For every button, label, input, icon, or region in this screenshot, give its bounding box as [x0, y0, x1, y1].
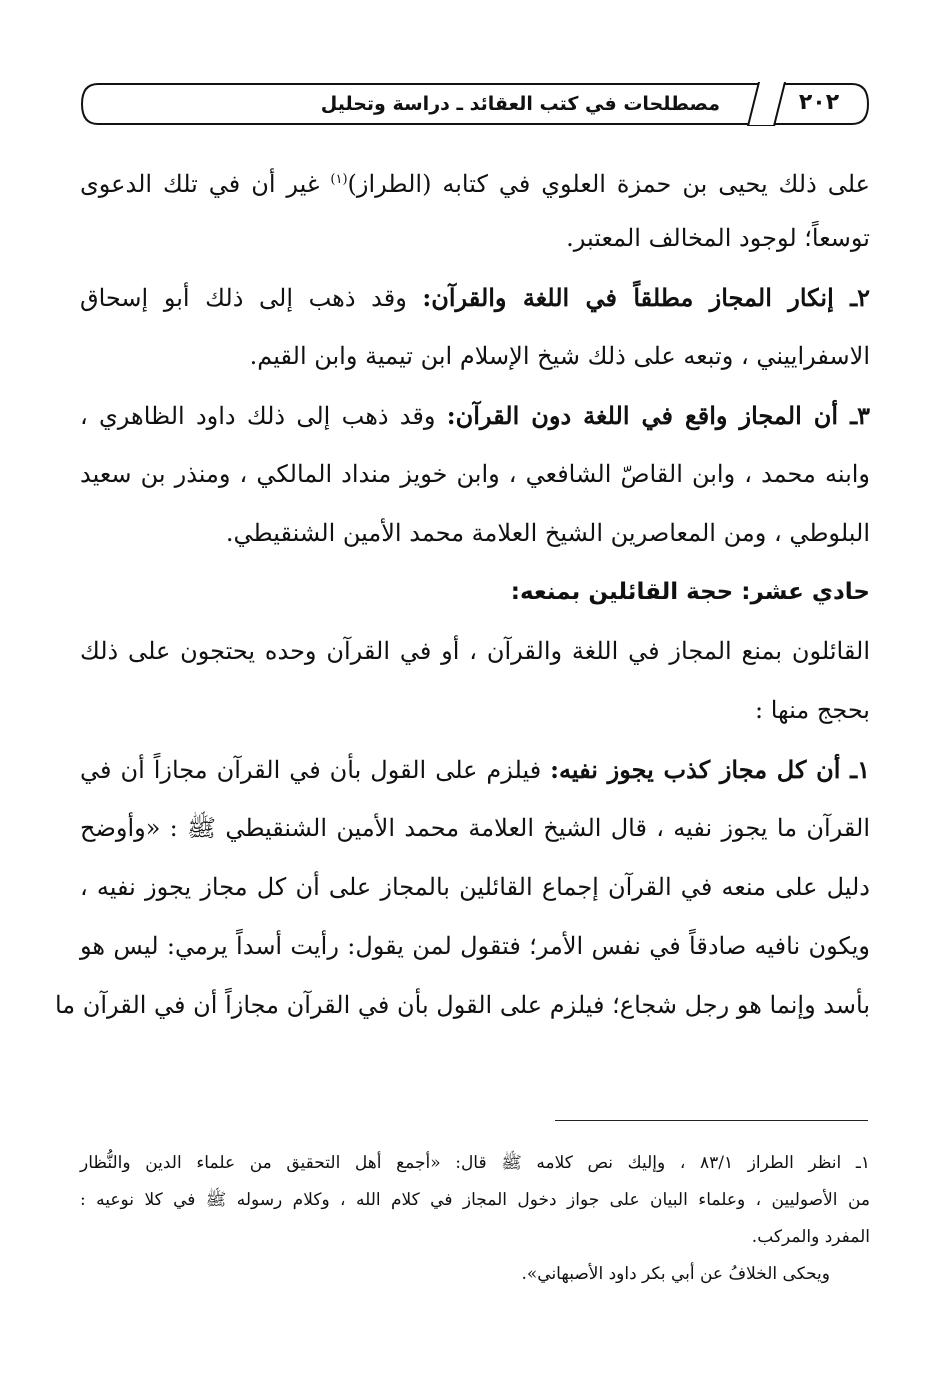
item-lead: ٣ـ أن المجاز واقع في اللغة دون القرآن: [446, 401, 870, 430]
text-line: توسعاً؛ لوجود المخالف المعتبر. [566, 224, 870, 252]
text-line [80, 150, 870, 209]
text-run: فيلزم على القول بأن في القرآن مجازاً أن في [80, 756, 551, 784]
text-line: ويكون نافيه صادقاً في نفس الأمر؛ فتقول لمن يقول: رأيت أسداً يرمي: ليس هو [80, 932, 870, 960]
page-number: ٢٠٢ [798, 90, 840, 115]
text-run: وقد ذهب إلى ذلك أبو إسحاق [80, 284, 423, 312]
text-line: بأسد وإنما هو رجل شجاع؛ فيلزم على القول بأن في القرآن مجازاً أن في القرآن ما [54, 991, 870, 1019]
text-line [80, 740, 870, 799]
section-heading: حادي عشر: حجة القائلين بمنعه: [510, 579, 870, 605]
footnotes [80, 1145, 870, 1293]
text-line: الاسفراييني ، وتبعه على ذلك شيخ الإسلام ابن تيمية وابن القيم. [249, 342, 870, 370]
text-run: وقد ذهب إلى ذلك داود الظاهري ، [80, 402, 447, 430]
main-text [54, 150, 871, 1035]
header-title: مصطلحات في كتب العقائد ـ دراسة وتحليل [320, 93, 720, 115]
text-run: غير أن في تلك الدعوى [80, 170, 331, 198]
footnote-line: من الأصوليين ، وعلماء البيان على جواز دخول المجاز في كلام الله ، وكلام رسوله ﷺ في كلا نوعيه : [80, 1190, 870, 1210]
running-header [80, 82, 870, 126]
item-lead: ٢ـ إنكار المجاز مطلقاً في اللغة والقرآن: [422, 283, 870, 312]
text-line: دليل على منعه في القرآن إجماع القائلين بالمجاز على أن كل مجاز يجوز نفيه ، [80, 873, 870, 901]
text-line [80, 268, 870, 327]
item-lead: ١ـ أن كل مجاز كذب يجوز نفيه: [550, 755, 870, 784]
footnote-separator [555, 1120, 868, 1121]
text-line: وابنه محمد ، وابن القاصّ الشافعي ، وابن خويز منداد المالكي ، ومنذر بن سعيد [80, 460, 871, 488]
text-run: على ذلك يحيى بن حمزة العلوي في كتابه (الطراز) [347, 170, 870, 198]
text-line: القائلون بمنع المجاز في اللغة والقرآن ، أو في القرآن وحده يحتجون على ذلك [80, 637, 870, 665]
text-line [80, 386, 870, 445]
footnote-line: ويحكى الخلافُ عن أبي بكر داود الأصبهاني». [521, 1264, 830, 1284]
text-line: البلوطي ، ومن المعاصرين الشيخ العلامة محمد الأمين الشنقيطي. [225, 519, 870, 547]
footnote-line: ١ـ انظر الطراز ٨٣/١ ، وإليك نص كلامه ﷺ قال: «أجمع أهل التحقيق من علماء الدين والنُّظار [80, 1153, 871, 1173]
footnote-line: المفرد والمركب. [751, 1227, 870, 1247]
text-line: بحجج منها : [755, 696, 870, 724]
text-line: القرآن ما يجوز نفيه ، قال الشيخ العلامة محمد الأمين الشنقيطي ﷺ : «وأوضح [80, 814, 871, 842]
footnote-ref[interactable]: (١) [330, 172, 348, 187]
